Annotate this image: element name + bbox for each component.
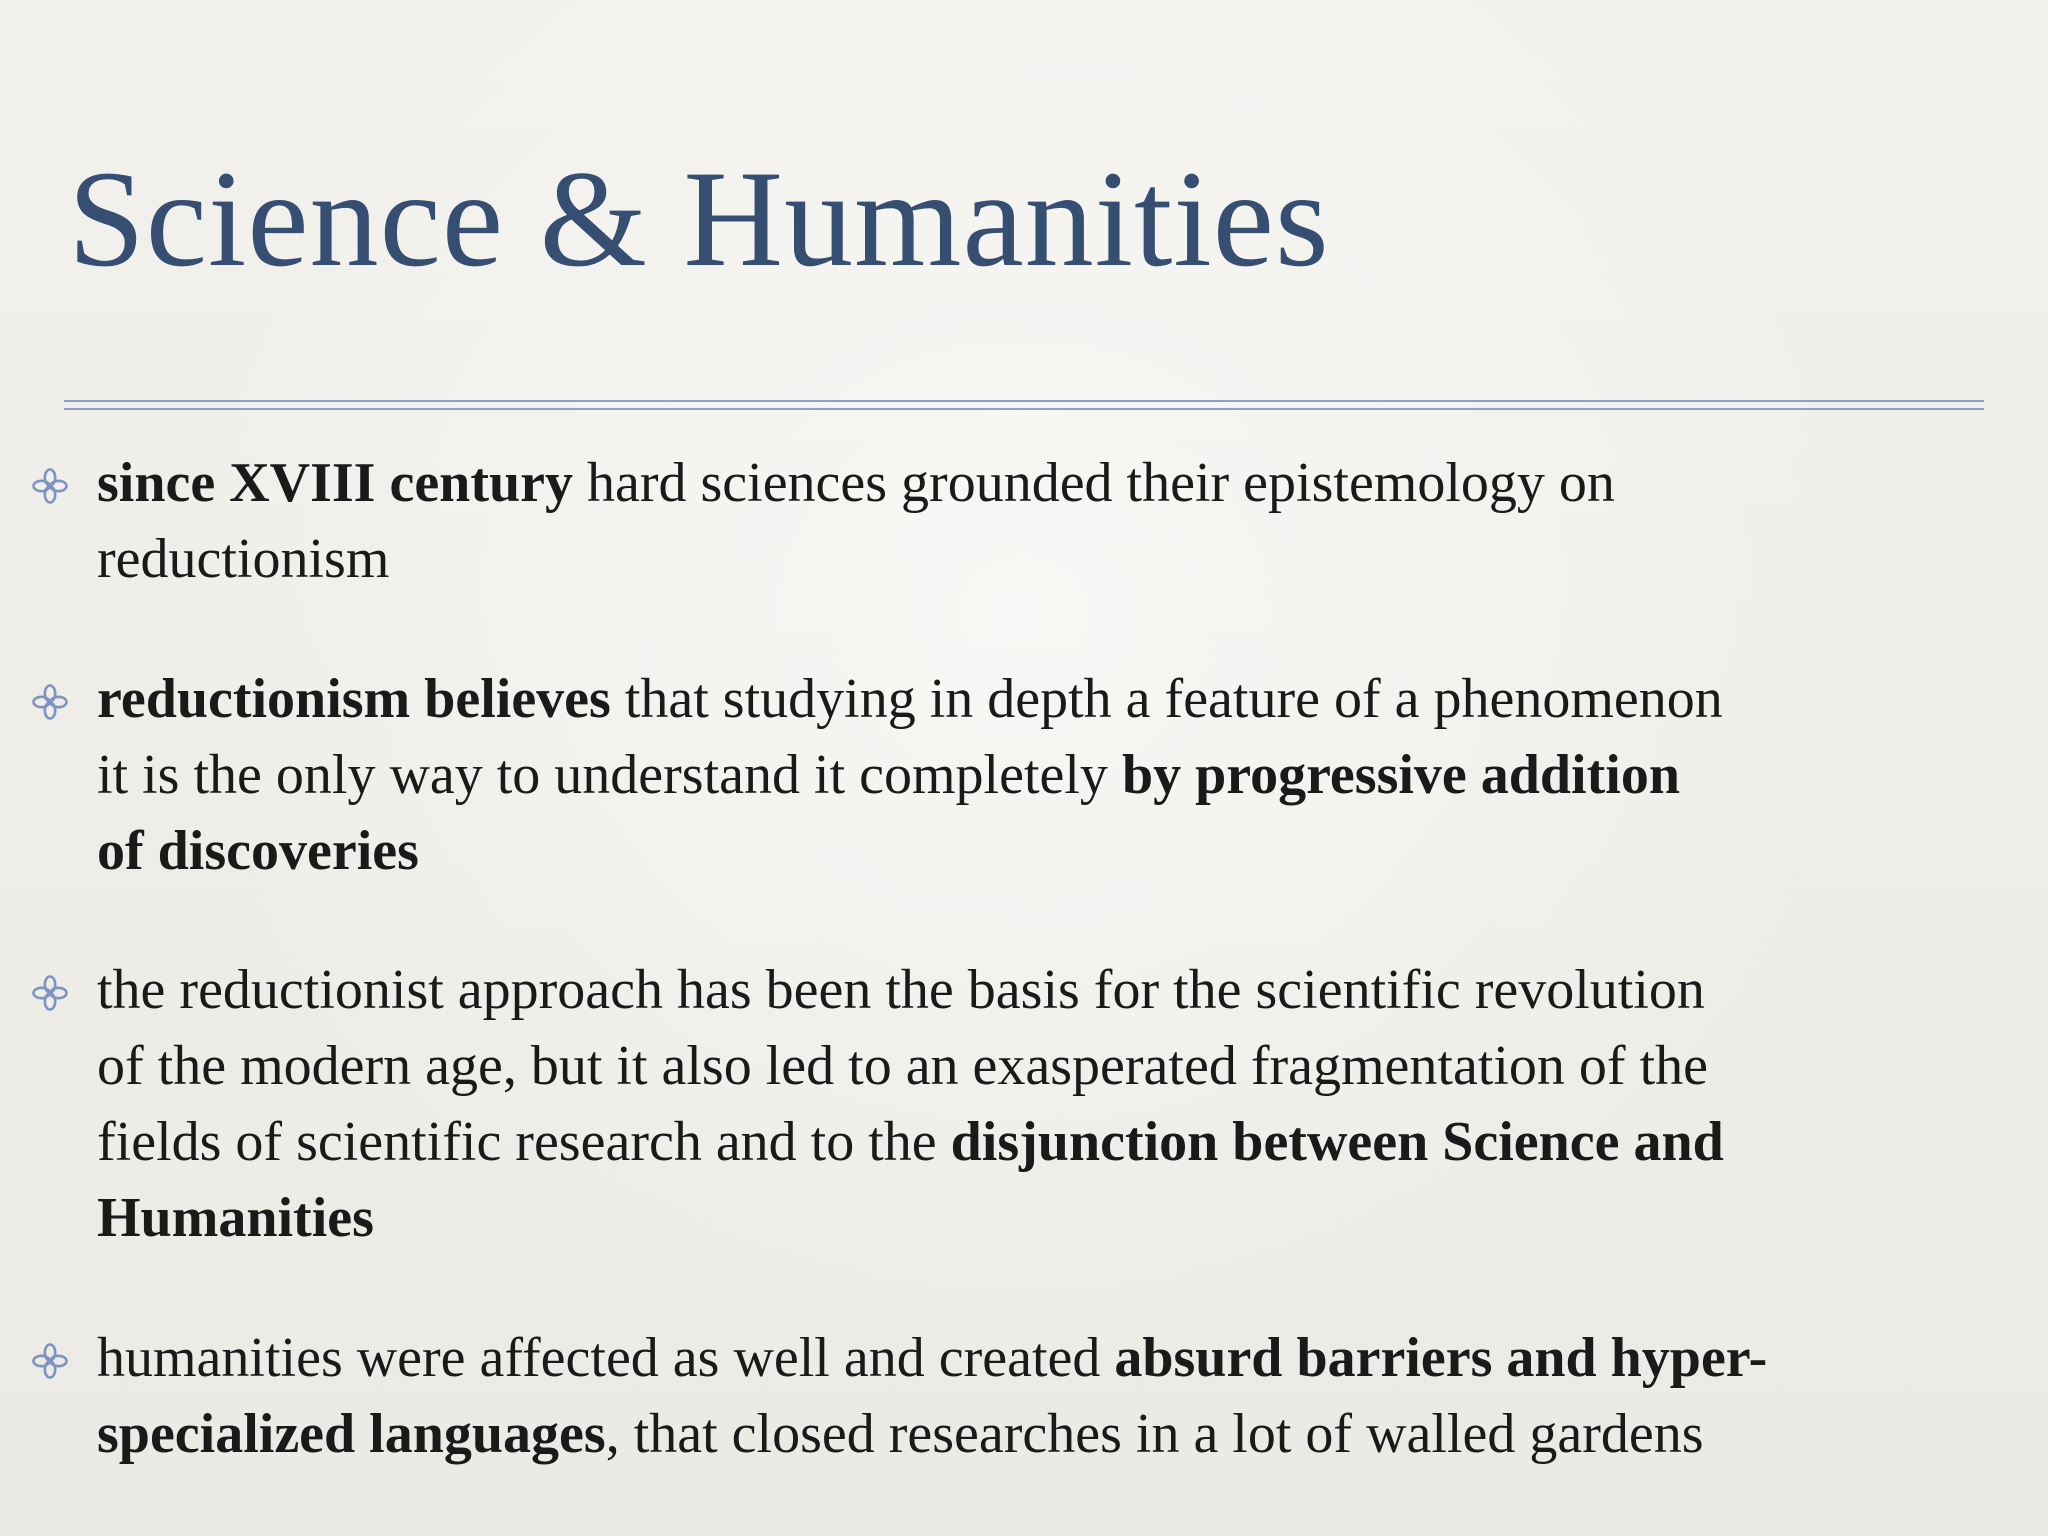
flower-center [48,484,52,488]
title-divider [64,400,1984,410]
four-petal-flower-icon [30,1341,70,1381]
bullet-text-run: humanities were affected as well and created [97,1327,1115,1389]
four-petal-flower-icon [30,973,70,1013]
bullet-text-run: it is the only way to understand it completely [97,744,1122,806]
flower-center [48,991,52,995]
flower-petal [34,697,50,707]
four-petal-flower-icon [30,682,70,722]
bullet-text-run: that studying in depth a feature of a phenomenon [610,668,1723,730]
bullet-text-bold-run: reductionism believes [97,668,611,730]
divider-line-top [64,400,1984,402]
bullet-text-run: reductionism [97,528,390,590]
bullet-text-run: fields of scientific research and to the [97,1111,951,1173]
flower-petal [34,481,50,491]
bullet-text-run: , that closed researches in a lot of walled gardens [605,1403,1704,1465]
bullet-text-run: the reductionist approach has been the basis for the scientific revolution [97,959,1705,1021]
flower-petal [34,988,50,998]
bullet-text-run: of the modern age, but it also led to an exasperated fragmentation of the [97,1035,1708,1097]
flower-center [48,1359,52,1363]
bullet-text [97,952,2027,1256]
four-petal-flower-icon [30,466,70,506]
bullet-text-bold-run: since XVIII century [97,452,573,514]
bullet-text-bold-run: specialized languages [97,1403,606,1465]
bullet-text-bold-run: by progressive addition [1121,744,1680,806]
slide-title: Science & Humanities [68,142,1330,295]
bullet-text-bold-run: absurd barriers and hyper- [1114,1327,1768,1389]
bullet-text-run: hard sciences grounded their epistemology on [572,452,1615,514]
bullet-text-bold-run: Humanities [97,1187,374,1249]
bullet-text [97,445,2027,597]
flower-petal [34,1356,50,1366]
bullet-text-bold-run: disjunction between Science and [950,1111,1724,1173]
bullet-text-bold-run: of discoveries [97,820,419,882]
flower-center [48,700,52,704]
bullet-text [97,1320,2027,1472]
bullet-text [97,661,2027,889]
divider-line-bottom [64,408,1984,410]
